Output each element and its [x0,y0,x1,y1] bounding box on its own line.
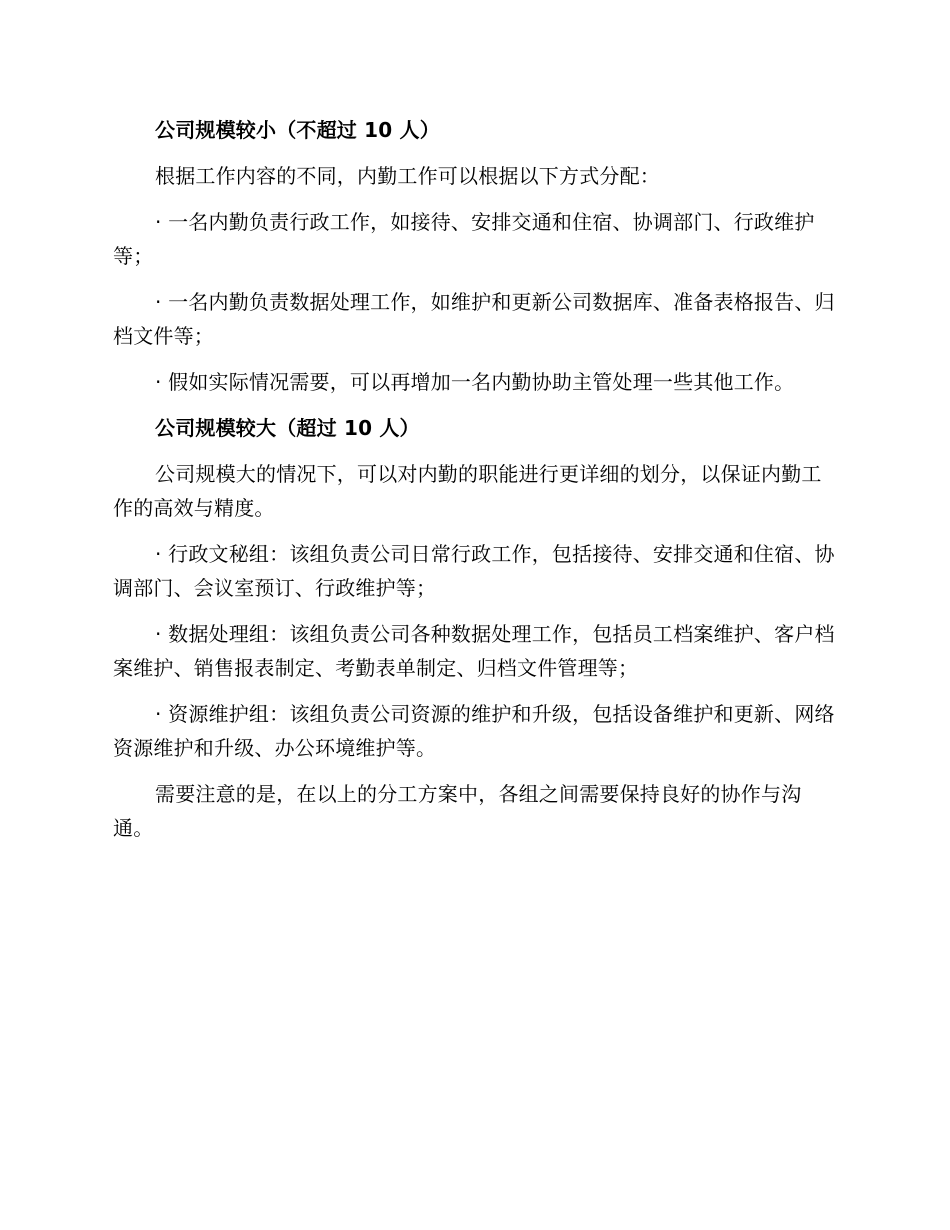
bullet-resource-group: · 资源维护组：该组负责公司资源的维护和升级，包括设备维护和更新、网络资源维护和升级、办公环境维护等。 [113,702,835,760]
closing-paragraph: 需要注意的是，在以上的分工方案中，各组之间需要保持良好的协作与沟通。 [113,782,802,840]
bullet-data-role: · 一名内勤负责数据处理工作，如维护和更新公司数据库、准备表格报告、归档文件等； [113,290,835,348]
bullet-data-group: · 数据处理组：该组负责公司各种数据处理工作，包括员工档案维护、客户档案维护、销售报表制定、考勤表单制定、归档文件管理等； [113,622,835,680]
intro-paragraph: 根据工作内容的不同，内勤工作可以根据以下方式分配： [155,164,660,188]
bullet-admin-role: · 一名内勤负责行政工作，如接待、安排交通和住宿、协调部门、行政维护等； [113,210,815,268]
section-heading-large-company: 公司规模较大（超过 10 人） [155,416,420,440]
section-heading-small-company: 公司规模较小（不超过 10 人） [155,118,440,142]
large-company-intro: 公司规模大的情况下，可以对内勤的职能进行更详细的划分，以保证内勤工作的高效与精度。 [113,462,822,520]
bullet-admin-group: · 行政文秘组：该组负责公司日常行政工作，包括接待、安排交通和住宿、协调部门、会议室预订、行政维护等； [113,542,835,600]
bullet-extra-role: · 假如实际情况需要，可以再增加一名内勤协助主管处理一些其他工作。 [155,370,795,394]
document-body [113,113,835,857]
